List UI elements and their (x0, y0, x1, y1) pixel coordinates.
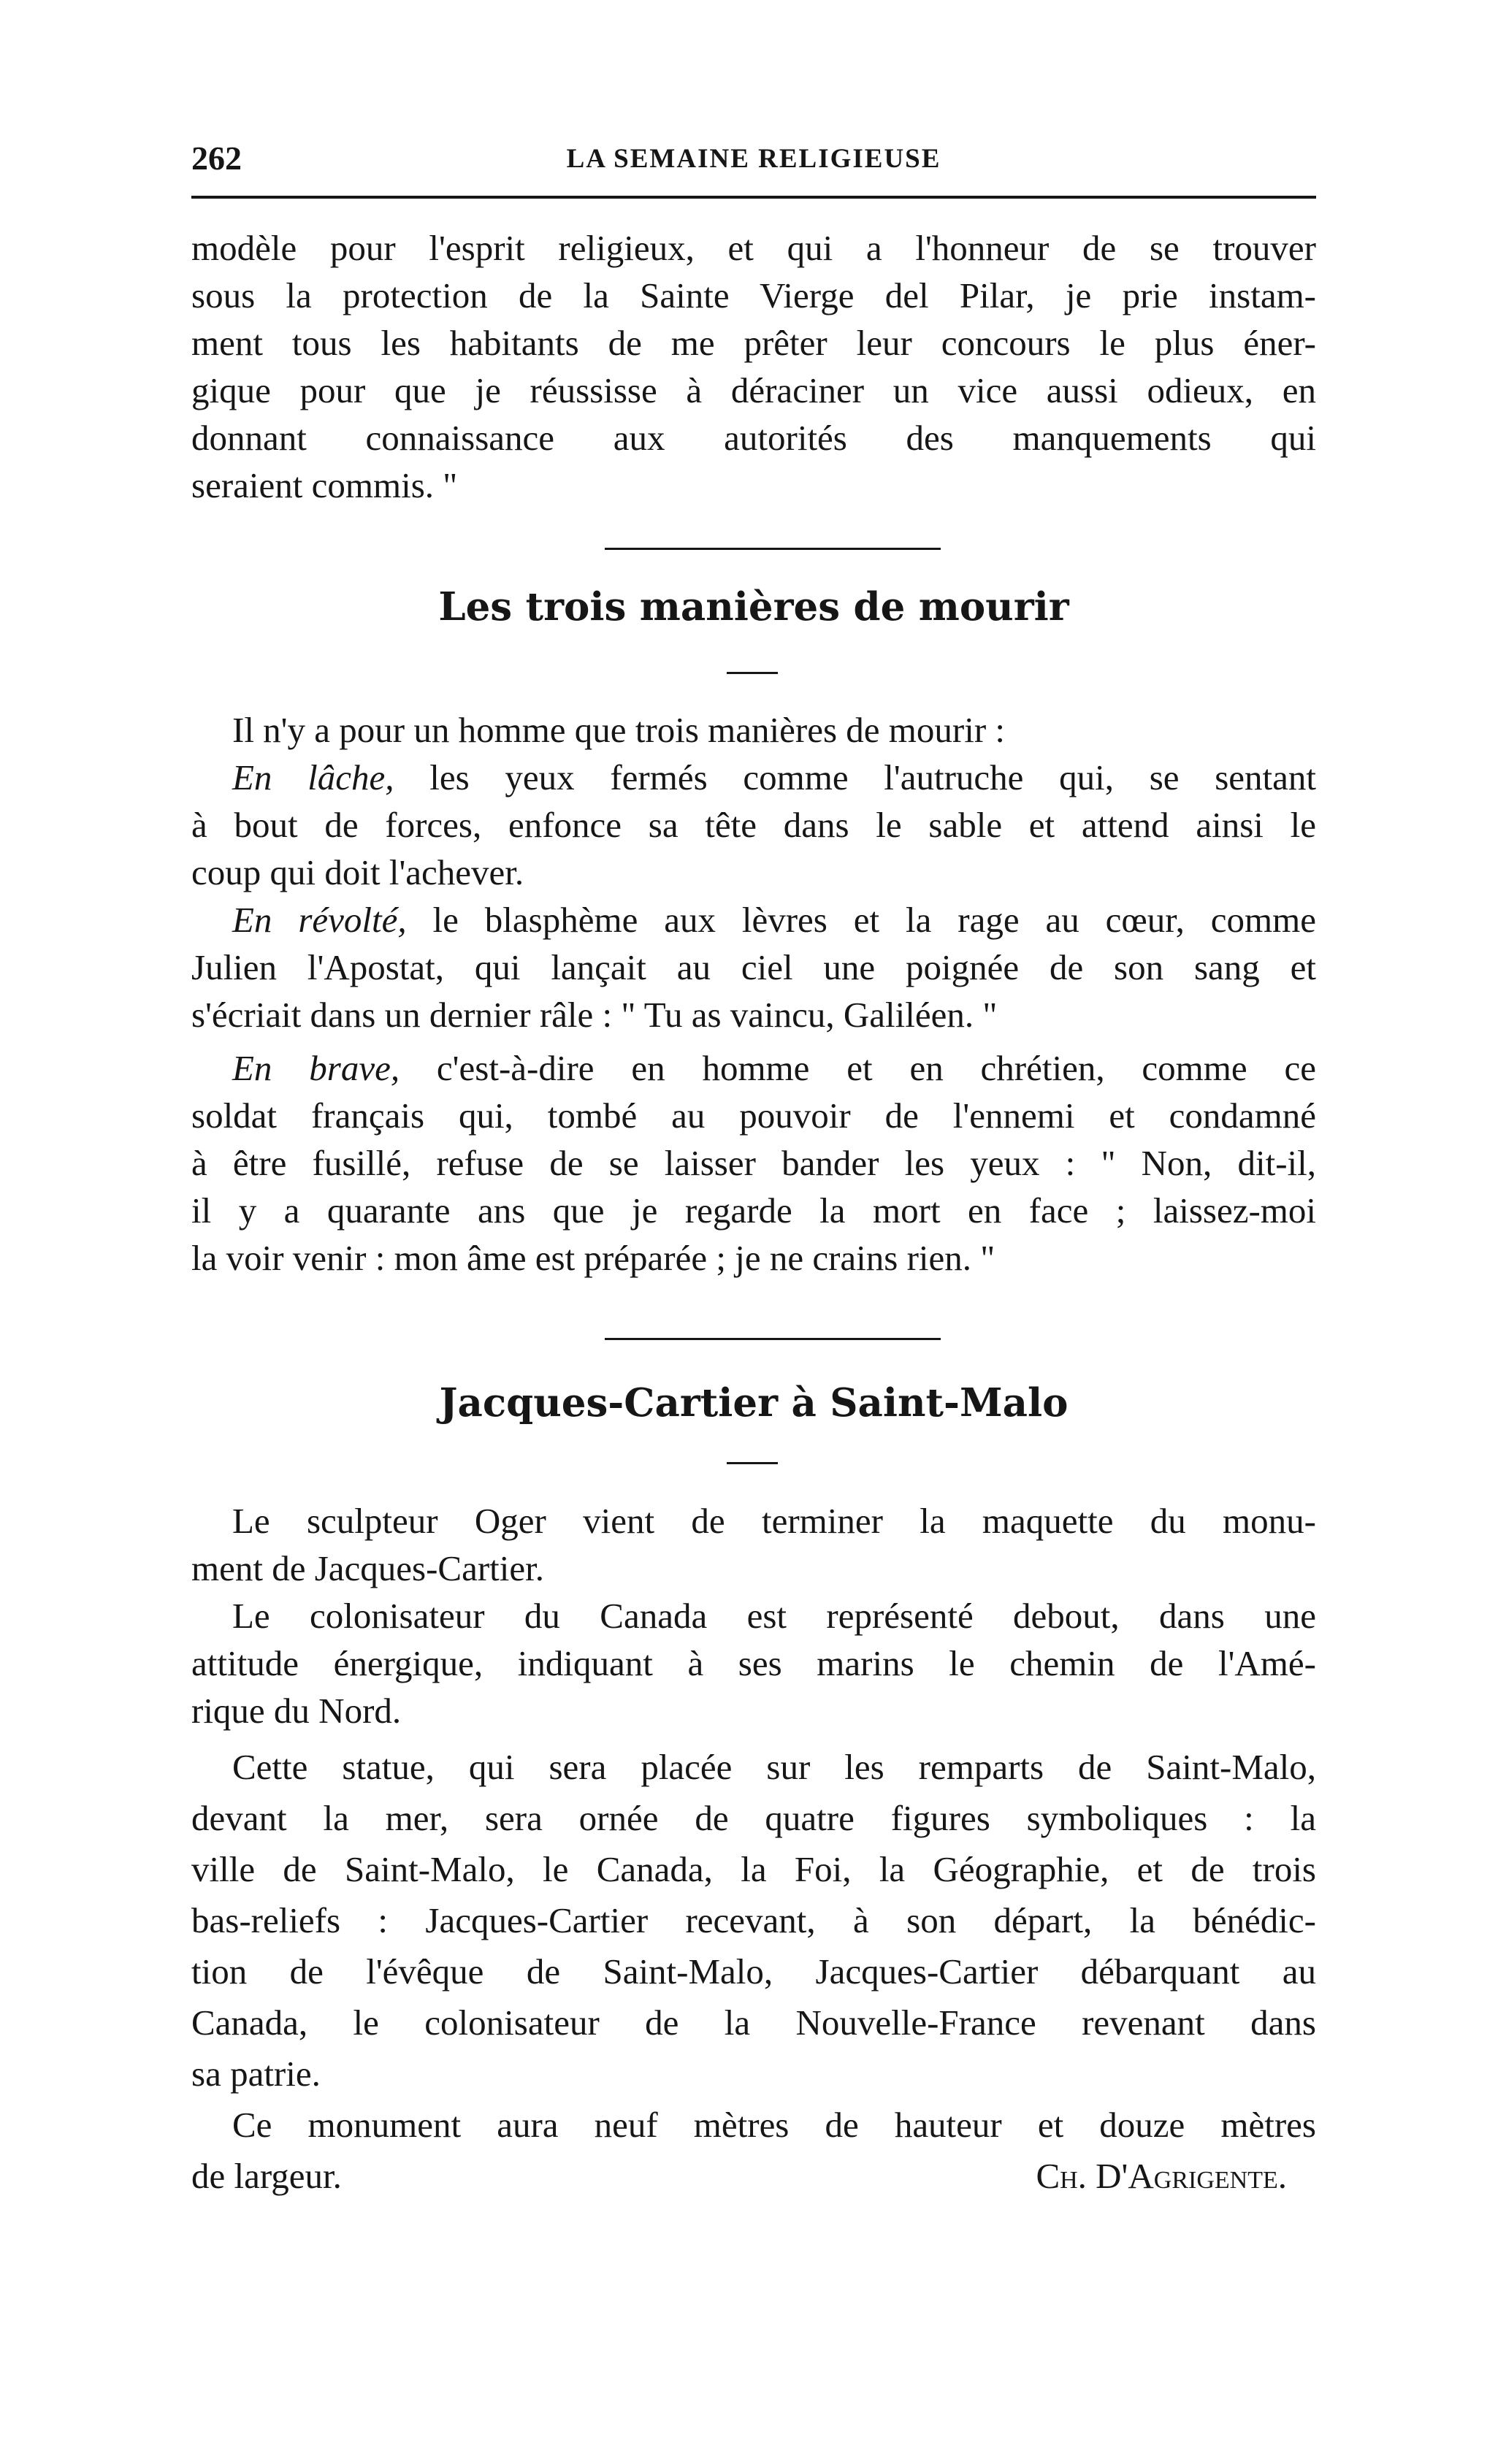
italic-lead: En brave, (232, 1048, 400, 1088)
line-text: les yeux fermés comme l'autruche qui, se sentant (394, 757, 1317, 797)
text-line: sa patrie. (191, 2054, 321, 2094)
text-line: tion de l'évêque de Saint-Malo, Jacques-Cartier débarquant au (191, 1951, 1316, 1992)
line-text: le blasphème aux lèvres et la rage au cœur, comme (406, 900, 1316, 940)
text-line: il y a quarante ans que je regarde la mort en face ; laissez-moi (191, 1190, 1316, 1231)
section-divider (605, 1338, 941, 1340)
text-line: gique pour que je réussisse à déraciner un vice aussi odieux, en (191, 370, 1316, 410)
text-line: attitude énergique, indiquant à ses marins le chemin de l'Amé- (191, 1643, 1316, 1683)
text-line: Le sculpteur Oger vient de terminer la maquette du monu- (232, 1501, 1316, 1541)
text-line: soldat français qui, tombé au pouvoir de l'ennemi et condamné (191, 1095, 1316, 1136)
text-line: s'écriait dans un dernier râle : " Tu as vaincu, Galiléen. " (191, 995, 998, 1035)
text-line: coup qui doit l'achever. (191, 852, 524, 892)
article-title: Jacques-Cartier à Saint-Malo (439, 1380, 1069, 1426)
title-dash (727, 672, 778, 674)
signature: Ch. D'Agrigente. (1036, 2156, 1287, 2196)
article-title: Les trois manières de mourir (438, 584, 1069, 630)
section-divider (605, 548, 941, 550)
paragraph-line (232, 757, 1317, 797)
text-line: ment de Jacques-Cartier. (191, 1548, 545, 1588)
text-line: Julien l'Apostat, qui lançait au ciel une poignée de son sang et (191, 947, 1316, 987)
text-line: Ce monument aura neuf mètres de hauteur et douze mètres (232, 2105, 1316, 2145)
text-line: rique du Nord. (191, 1691, 402, 1731)
text-line: seraient commis. " (191, 465, 458, 505)
line-text: de largeur. (191, 2156, 342, 2196)
line-text: c'est-à-dire en homme et en chrétien, comme ce (400, 1048, 1316, 1088)
paragraph-line (232, 1050, 1316, 1086)
text-line: Le colonisateur du Canada est représenté debout, dans une (232, 1596, 1316, 1636)
page-header (191, 139, 1316, 183)
text-line: Cette statue, qui sera placée sur les remparts de Saint-Malo, (232, 1747, 1316, 1787)
intro-line: Il n'y a pour un homme que trois manières de mourir : (232, 710, 1005, 750)
text-line: donnant connaissance aux autorités des manquements qui (191, 418, 1316, 458)
paragraph-line (232, 902, 1316, 938)
closing-line (191, 2158, 1316, 2194)
page-number: 262 (191, 139, 242, 177)
text-line: sous la protection de la Sainte Vierge del Pilar, je prie instam- (191, 275, 1316, 315)
header-rule (191, 196, 1316, 199)
text-line: la voir venir : mon âme est préparée ; je ne crains rien. " (191, 1238, 995, 1278)
text-line: devant la mer, sera ornée de quatre figures symboliques : la (191, 1798, 1316, 1838)
text-line: ment tous les habitants de me prêter leur concours le plus éner- (191, 323, 1316, 363)
text-line: à bout de forces, enfonce sa tête dans le sable et attend ainsi le (191, 805, 1316, 845)
italic-lead: En révolté, (232, 900, 407, 940)
text-line: modèle pour l'esprit religieux, et qui a l'honneur de se trouver (191, 228, 1316, 268)
text-line: ville de Saint-Malo, le Canada, la Foi, la Géographie, et de trois (191, 1849, 1316, 1889)
title-dash (727, 1462, 778, 1464)
text-line: bas-reliefs : Jacques-Cartier recevant, à son départ, la bénédic- (191, 1900, 1316, 1940)
running-title: LA SEMAINE RELIGIEUSE (566, 144, 941, 174)
text-line: Canada, le colonisateur de la Nouvelle-France revenant dans (191, 2002, 1316, 2043)
italic-lead: En lâche, (232, 757, 394, 797)
text-line: à être fusillé, refuse de se laisser bander les yeux : " Non, dit-il, (191, 1143, 1316, 1183)
